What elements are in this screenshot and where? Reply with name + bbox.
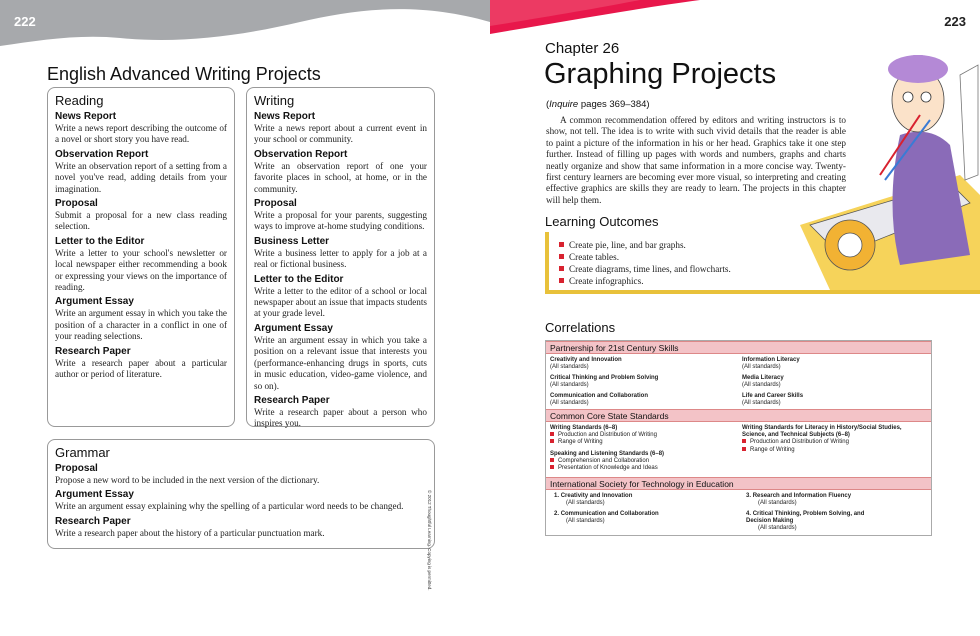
ccss-bullet [742, 439, 922, 446]
learning-outcome-item [559, 263, 731, 275]
project-title: Argument Essay [254, 322, 333, 334]
p21-item-sub: (All standards) [550, 382, 589, 389]
project-title: Proposal [254, 198, 297, 210]
grammar-box [47, 439, 435, 549]
project-item [55, 111, 227, 146]
p21-item-title: Communication and Collaboration [550, 393, 649, 399]
project-description: Write a news report about a current event in your school or community. [254, 123, 427, 145]
chapter-label: Chapter 26 [545, 40, 620, 57]
learning-outcomes-title: Learning Outcomes [545, 214, 659, 229]
iste-item-text: Critical Thinking, Problem Solving, and Decision Making [746, 511, 865, 525]
project-item [254, 236, 427, 271]
p21-item-title: Media Literacy [742, 375, 784, 381]
iste-item-number: 3. [746, 493, 752, 499]
learning-outcome-text: Create infographics. [569, 276, 644, 286]
page-header-band [0, 0, 980, 50]
p21-item-title: Information Literacy [742, 357, 800, 363]
iste-item-sub: (All standards) [566, 500, 605, 507]
iste-item [554, 493, 724, 507]
page-number-right: 223 [944, 14, 966, 29]
bullet-square [550, 458, 554, 462]
page-number-left: 222 [14, 14, 36, 29]
ccss-bullet-text: Range of Writing [750, 446, 795, 453]
project-description: Write a proposal for your parents, suggesting ways to improve at-home studying conditions. [254, 210, 427, 232]
learning-outcome-item [559, 275, 731, 287]
project-item [55, 489, 427, 512]
correlations-table [545, 340, 932, 536]
project-description: Write a research paper about a person who inspires you. [254, 406, 427, 429]
learning-outcome-item [559, 239, 731, 251]
ccss-bullet-text: Production and Distribution of Writing [558, 432, 657, 439]
copyright-note: © 2012 Thoughtful Learning. Copying is permitted. [427, 490, 432, 591]
project-description: Submit a proposal for a new class reading selection. [55, 210, 227, 232]
chapter-intro: A common recommendation offered by editors and writing instructors is to show, not tell. The idea is to write with such vivid details that the reader is able to paint a picture of the information in his or her head. Graphics take it one step further. Instead of filling up pages with words and numbers, graphs and charts neatly organize and show that same information in a more concise way. Twenty-first century learners are becoming ever more visual, so interpreting and creating effective graphics are skills they are ready to learn. The projects in this chapter will help them. [546, 115, 846, 205]
writing-project-list [254, 111, 427, 430]
project-title: Argument Essay [55, 296, 134, 308]
p21-item [742, 375, 922, 389]
iste-item [746, 493, 886, 507]
ccss-group-title: Writing Standards (6–8) [550, 425, 618, 431]
iste-item-title [554, 493, 724, 500]
p21-item-sub: (All standards) [742, 364, 781, 371]
inquire-pages: pages 369–384) [578, 99, 650, 110]
project-item [55, 149, 227, 195]
project-description: Write an argument essay explaining why the spelling of a particular word needs to be changed. [55, 501, 404, 512]
ccss-bullet [550, 432, 730, 439]
iste-item-text: Creativity and Innovation [560, 493, 633, 499]
bullet-square [559, 254, 564, 259]
project-description: Write an observation report of a setting from a novel you've read, adding details from your imagination. [55, 160, 227, 194]
project-title: Argument Essay [55, 489, 134, 501]
ccss-bullet-text: Comprehension and Collaboration [558, 458, 650, 465]
iste-item-title [746, 493, 886, 500]
inquire-italic: Inquire [549, 99, 579, 110]
learning-outcome-text: Create pie, line, and bar graphs. [569, 240, 686, 250]
project-item [254, 323, 427, 392]
iste-item-text: Research and Information Fluency [752, 493, 852, 499]
ccss-group-title: Writing Standards for Literacy in History/Social Studies, Science, and Technical Subjects (6–8) [742, 425, 902, 439]
project-item [254, 274, 427, 320]
p21-item-sub: (All standards) [742, 382, 781, 389]
project-description: Write a research paper about a particular author or period of literature. [55, 357, 227, 380]
learning-outcome-text: Create tables. [569, 252, 619, 262]
project-description: Propose a new word to be included in the next version of the dictionary. [55, 475, 320, 485]
learning-outcome-text: Create diagrams, time lines, and flowcharts. [569, 264, 731, 274]
p21-item-title: Life and Career Skills [742, 393, 804, 399]
project-title: Letter to the Editor [55, 235, 145, 247]
p21-item-sub: (All standards) [550, 364, 589, 371]
ccss-bullet [742, 447, 922, 454]
iste-item-sub: (All standards) [566, 518, 605, 525]
bullet-square [550, 439, 554, 443]
inquire-reference [546, 99, 650, 110]
project-title: Business Letter [254, 235, 330, 247]
project-description: Write an observation report of one your favorite places in school, at home, or in the community. [254, 160, 427, 194]
p21-item-sub: (All standards) [550, 400, 589, 407]
ccss-heading: Common Core State Standards [546, 409, 931, 422]
project-description: Write a business letter to apply for a job at a real or fictional business. [254, 247, 427, 270]
iste-item-number: 2. [554, 511, 560, 517]
project-title: Letter to the Editor [254, 273, 344, 285]
ccss-bullet [550, 458, 730, 465]
project-description: Write a research paper about the history of a particular punctuation mark. [55, 527, 325, 538]
ccss-bullet [550, 439, 730, 446]
project-item [55, 463, 427, 486]
inquire-open: ( [546, 99, 550, 110]
p21-heading: Partnership for 21st Century Skills [546, 341, 931, 354]
learning-outcomes-list [559, 239, 731, 287]
project-item [55, 236, 227, 294]
ccss-group [550, 425, 730, 447]
reading-box [47, 87, 235, 427]
iste-item [746, 511, 886, 533]
iste-item-number: 1. [554, 493, 560, 499]
left-page-title: English Advanced Writing Projects [47, 64, 321, 84]
project-title: Research Paper [55, 345, 131, 357]
bullet-square [550, 465, 554, 469]
project-item [254, 149, 427, 195]
project-title: Observation Report [254, 148, 348, 160]
learning-outcome-item [559, 251, 731, 263]
project-item [55, 516, 427, 539]
chapter-title: Graphing Projects [544, 58, 777, 90]
project-description: Write a news report describing the outcome of a novel or short story you have read. [55, 123, 227, 145]
ccss-bullet-text: Range of Writing [558, 439, 603, 446]
project-title: Research Paper [55, 515, 131, 527]
project-title: Research Paper [254, 394, 330, 406]
project-item [254, 395, 427, 430]
ccss-bullet [550, 465, 730, 472]
ccss-group [550, 451, 730, 473]
p21-item-sub: (All standards) [742, 400, 781, 407]
project-item [254, 198, 427, 233]
ccss-group-title: Speaking and Listening Standards (6–8) [550, 451, 665, 457]
p21-item [550, 357, 730, 371]
iste-item-title [554, 511, 724, 518]
project-description: Write an argument essay in which you take a position on a relevant issue that interests you (performance-enhancing drugs in sports, cuts in music education, video-game violence, and so on). [254, 334, 427, 391]
bullet-square [559, 266, 564, 271]
bullet-square [742, 439, 746, 443]
bullet-square [559, 242, 564, 247]
project-item [55, 198, 227, 233]
writing-box [246, 87, 435, 427]
bullet-square [742, 447, 746, 451]
project-title: News Report [55, 111, 117, 122]
ccss-group [742, 425, 922, 454]
project-item [55, 296, 227, 342]
iste-item-sub: (All standards) [758, 500, 797, 507]
iste-item-sub: (All standards) [758, 525, 797, 532]
writing-heading: Writing [254, 93, 295, 108]
bullet-square [559, 278, 564, 283]
p21-item [550, 375, 730, 389]
p21-item [742, 357, 922, 371]
project-description: Write an argument essay in which you take the position of a character in a conflict in one of your reading selections. [55, 308, 227, 342]
project-title: Observation Report [55, 148, 149, 160]
project-description: Write a letter to your school's newsletter or local newspaper either recommending a book or expressing your views on the importance of reading. [55, 247, 227, 293]
iste-item-title [746, 511, 886, 525]
grammar-heading: Grammar [55, 445, 110, 460]
project-item [254, 111, 427, 146]
project-description: Write a letter to the editor of a school or local newspaper about an issue that impacts students at your grade level. [254, 285, 427, 319]
ccss-bullet-text: Production and Distribution of Writing [750, 439, 849, 446]
p21-item [550, 393, 730, 407]
project-item [55, 346, 227, 381]
iste-item-text: Communication and Collaboration [560, 511, 659, 517]
p21-item-title: Creativity and Innovation [550, 357, 622, 363]
bullet-square [550, 432, 554, 436]
p21-item-title: Critical Thinking and Problem Solving [550, 375, 659, 381]
project-title: Proposal [55, 198, 98, 210]
iste-item [554, 511, 724, 525]
reading-project-list [55, 111, 227, 381]
iste-item-number: 4. [746, 511, 752, 517]
grammar-project-list [55, 463, 427, 539]
correlations-title: Correlations [545, 320, 616, 335]
project-title: News Report [254, 111, 316, 122]
ccss-bullet-text: Presentation of Knowledge and Ideas [558, 465, 658, 472]
p21-item [742, 393, 922, 407]
project-title: Proposal [55, 463, 98, 474]
iste-heading: International Society for Technology in Education [546, 477, 931, 490]
reading-heading: Reading [55, 93, 104, 108]
